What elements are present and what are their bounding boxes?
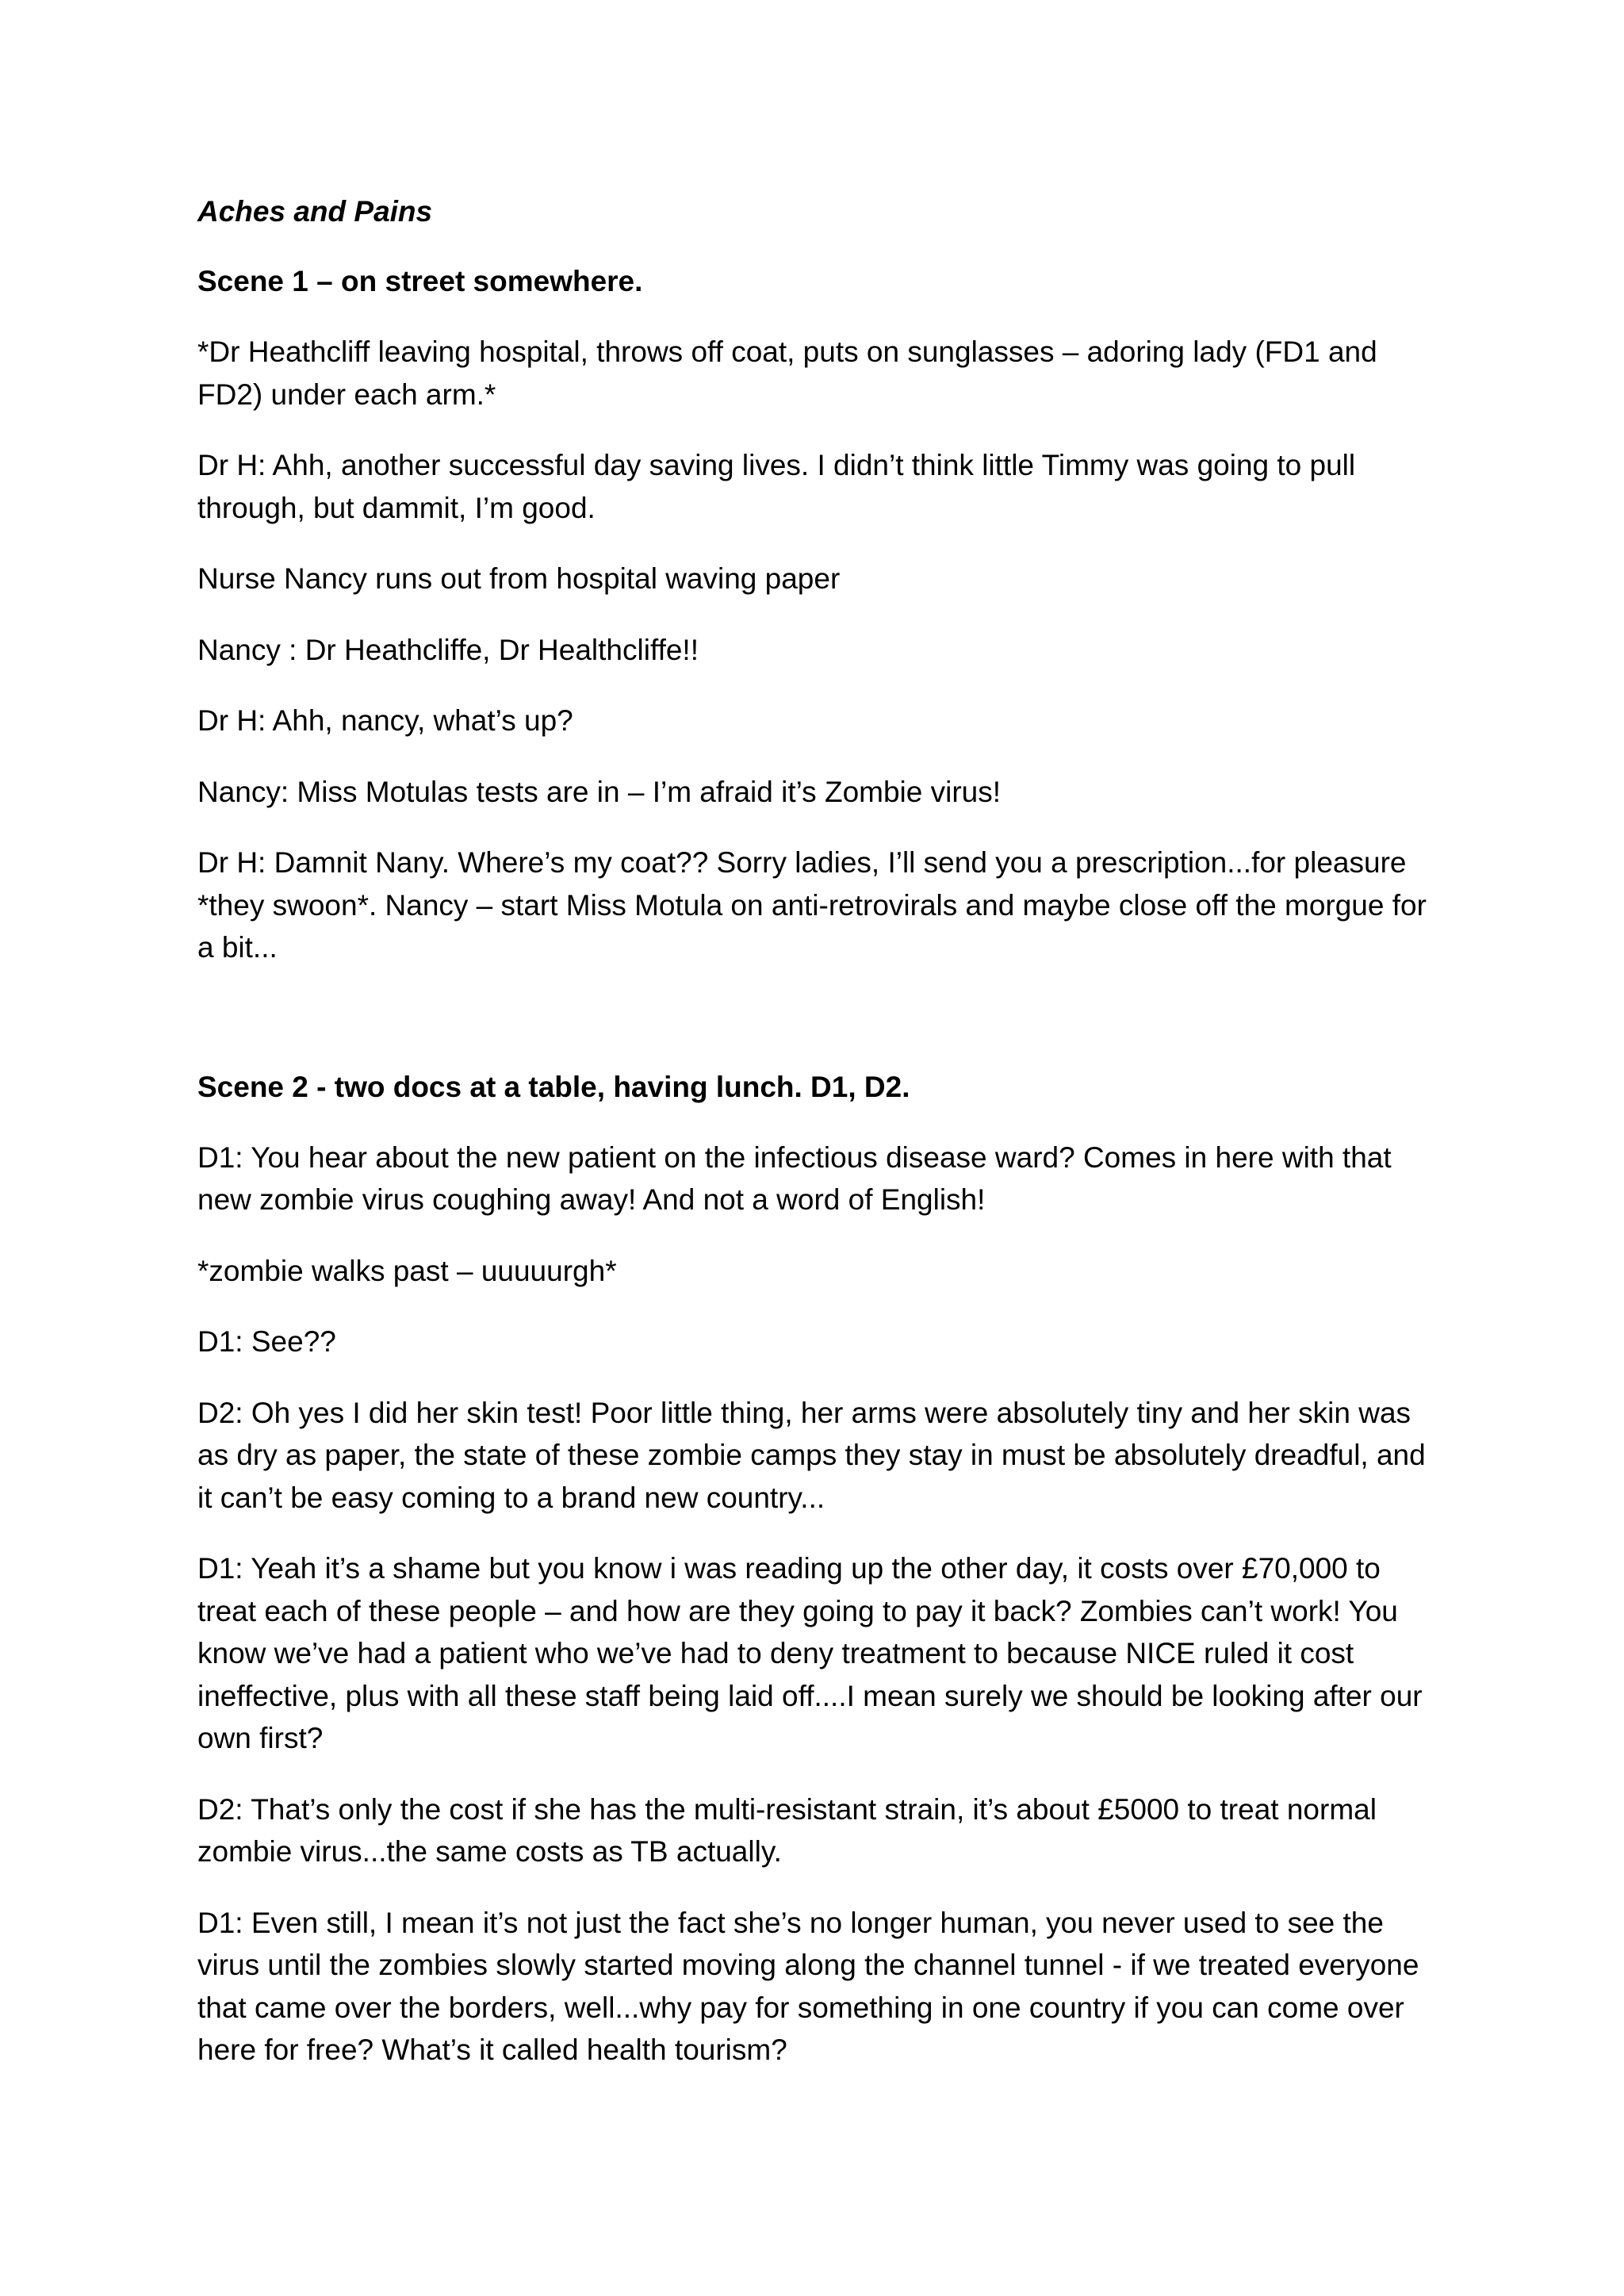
scene-break bbox=[197, 998, 1442, 1067]
scene-1-stage-direction-nancy: Nurse Nancy runs out from hospital waving paper bbox=[197, 562, 841, 595]
scene-1-line-nancy-1: Nancy : Dr Heathcliffe, Dr Healthcliffe!! bbox=[197, 633, 699, 666]
scene-1-line-nancy-2: Nancy: Miss Motulas tests are in – I’m afraid it’s Zombie virus! bbox=[197, 775, 1002, 808]
scene-2-line-d1-3: D1: Yeah it’s a shame but you know i was reading up the other day, it costs over £70,000 to treat each of these people – and how are they going to pay it back? Zombies can’t work! You know we’ve had a patient who we’ve had to deny treatment to because NICE ruled it cost ineffective, plus with all these staff being laid off....I mean surely we should be looking after our own first? bbox=[197, 1552, 1423, 1754]
document-title: Aches and Pains bbox=[197, 195, 433, 228]
document-body bbox=[197, 191, 1442, 2100]
scene-2-stage-direction-zombie: *zombie walks past – uuuuurgh* bbox=[197, 1254, 617, 1287]
scene-2-line-d1-4: D1: Even still, I mean it’s not just the fact she’s no longer human, you never used to see the virus until the zombies slowly started moving along the channel tunnel - if we treated everyone that came over the borders, well...why pay for something in one country if you can come over here for free? What’s it called health tourism? bbox=[197, 1906, 1419, 2066]
scene-2-line-d2-1: D2: Oh yes I did her skin test! Poor little thing, her arms were absolutely tiny and her skin was as dry as paper, the state of these zombie camps they stay in must be absolutely dreadful, and it can’t be easy coming to a brand new country... bbox=[197, 1396, 1426, 1514]
scene-1-line-dr-h-1: Dr H: Ahh, another successful day saving lives. I didn’t think little Timmy was going to pull through, but dammit, I’m good. bbox=[197, 449, 1356, 524]
scene-1-stage-direction: *Dr Heathcliff leaving hospital, throws off coat, puts on sunglasses – adoring lady (FD1 and FD2) under each arm.* bbox=[197, 335, 1377, 411]
scene-1-line-dr-h-2: Dr H: Ahh, nancy, what’s up? bbox=[197, 704, 573, 737]
scene-1-heading: Scene 1 – on street somewhere. bbox=[197, 265, 643, 297]
scene-2-line-d1-1: D1: You hear about the new patient on the infectious disease ward? Comes in here with that new zombie virus coughing away! And not a word of English! bbox=[197, 1140, 1392, 1216]
scene-2-heading: Scene 2 - two docs at a table, having lunch. D1, D2. bbox=[197, 1070, 910, 1103]
scene-2-line-d2-2: D2: That’s only the cost if she has the multi-resistant strain, it’s about £5000 to treat normal zombie virus...the same costs as TB actually. bbox=[197, 1792, 1377, 1868]
scene-2-line-d1-2: D1: See?? bbox=[197, 1325, 336, 1358]
scene-1-line-dr-h-3: Dr H: Damnit Nany. Where’s my coat?? Sorry ladies, I’ll send you a prescription...for pleasure *they swoon*. Nancy – start Miss Motula on anti-retrovirals and maybe close off the morgue for a bit... bbox=[197, 846, 1427, 964]
